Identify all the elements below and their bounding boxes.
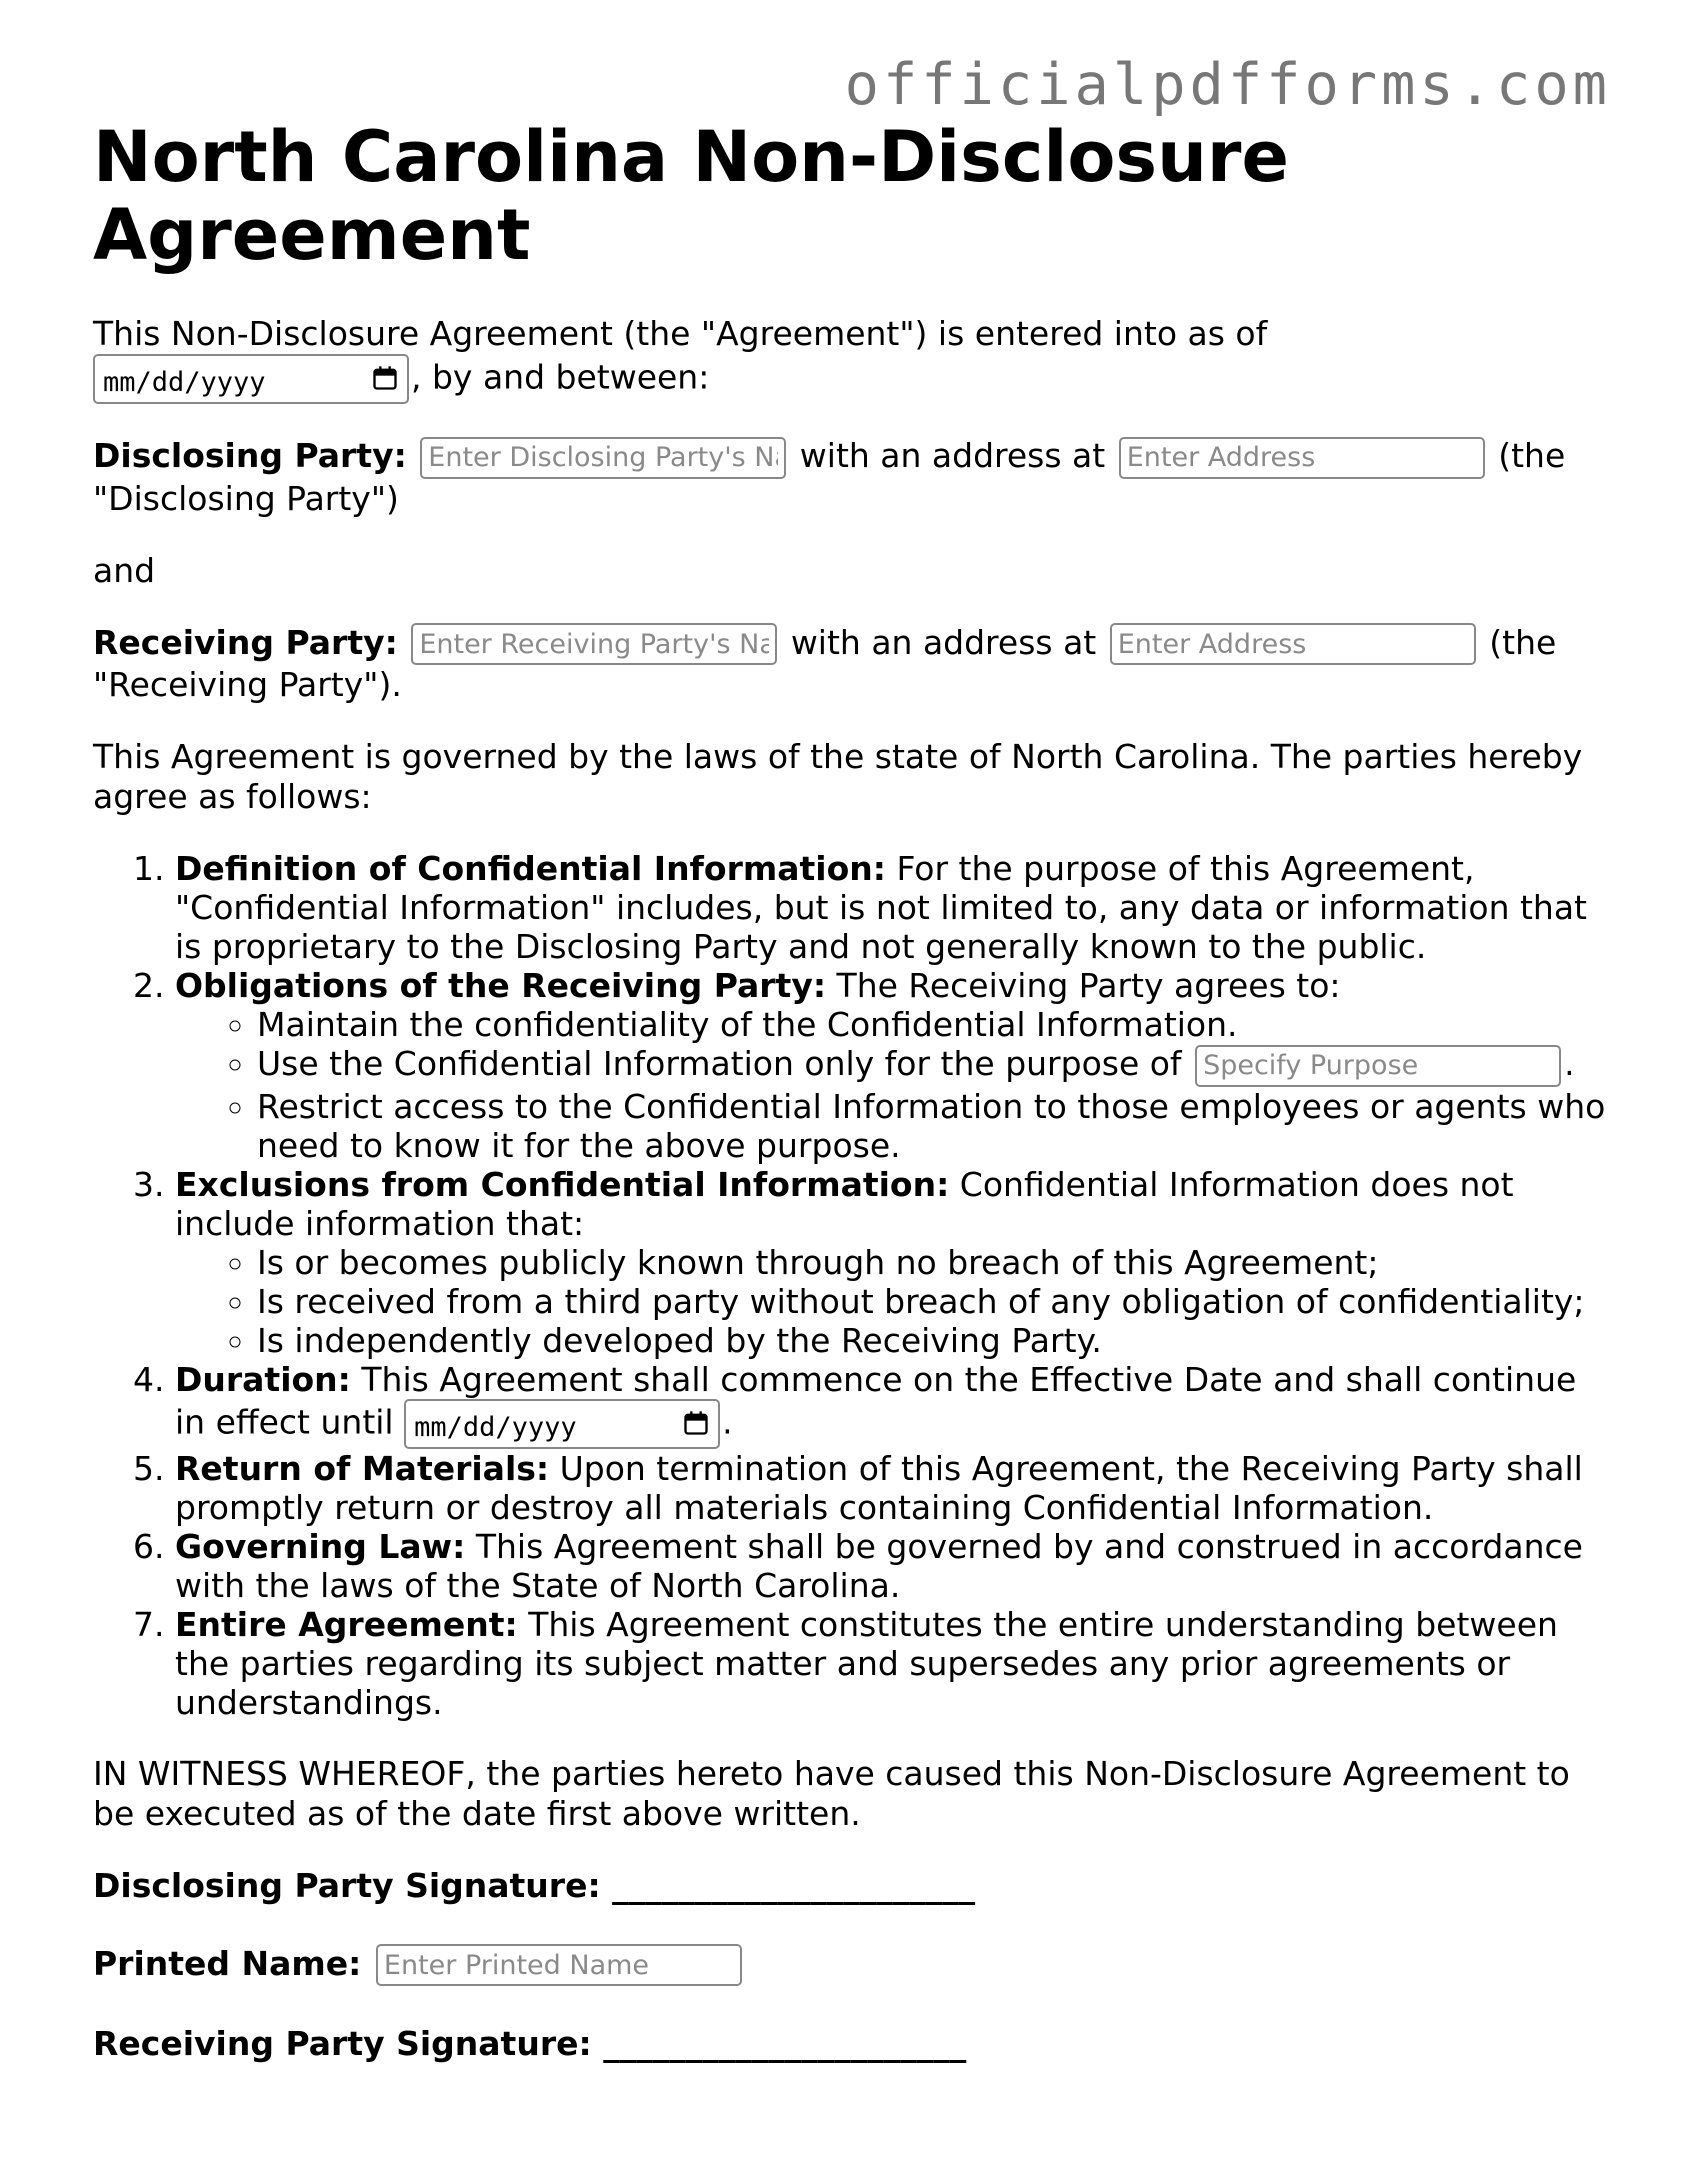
disclosing-party-name-input[interactable] <box>420 437 786 479</box>
disclosing-address-input[interactable] <box>1119 437 1485 479</box>
witness-paragraph: IN WITNESS WHEREOF, the parties hereto have caused this Non-Disclosure Agreement to be executed as of the date first above written. <box>93 1753 1570 1833</box>
list-item: ◦ Restrict access to the Confidential Information to those employees or agents who need to know it for the above purpose. <box>257 1087 1613 1165</box>
disclosing-signature-line[interactable]: ______________________ <box>612 1865 976 1905</box>
watermark: officialpdfforms.com <box>844 52 1611 118</box>
clause-title: Obligations of the Receiving Party: <box>175 966 827 1005</box>
clause-title: Duration: <box>175 1359 351 1399</box>
clause-6 <box>175 1527 1613 1605</box>
end-date-placeholder: mm/dd/yyyy <box>414 1411 577 1443</box>
intro-text: This Non-Disclosure Agreement (the "Agreement") is entered into as of <box>93 314 1268 353</box>
clause-title: Return of Materials: <box>175 1448 550 1488</box>
exclusions-list <box>175 1243 1613 1360</box>
disclosing-signature-row <box>93 1866 1613 1906</box>
clause-5 <box>175 1449 1613 1527</box>
end-date-input[interactable] <box>404 1399 720 1449</box>
disclosing-party-label: Disclosing Party: <box>93 436 407 475</box>
effective-date-placeholder: mm/dd/yyyy <box>103 367 266 398</box>
clause-title: Definition of Confidential Information: <box>175 849 886 888</box>
receiving-party-paragraph <box>93 623 1613 706</box>
clause-title: Entire Agreement: <box>175 1604 518 1644</box>
clause-3 <box>175 1165 1613 1360</box>
obligations-list <box>175 1005 1613 1165</box>
clause-1 <box>175 849 1613 966</box>
clause-7 <box>175 1605 1613 1722</box>
page-title: North Carolina Non-Disclosure Agreement <box>93 116 1289 276</box>
clause-end: . <box>722 1402 733 1441</box>
disclosing-suffix: (the "Disclosing Party") <box>93 436 1566 518</box>
intro-after: , by and between: <box>411 357 710 397</box>
governing-intro: This Agreement is governed by the laws of the state of North Carolina. The parties hereby agree as follows: <box>93 737 1583 816</box>
printed-name-label: Printed Name: <box>93 1943 362 1983</box>
calendar-icon[interactable] <box>371 364 399 392</box>
clause-text: Upon termination of this Agreement, the Receiving Party shall promptly return or destroy all materials containing Confidential Information. <box>175 1448 1583 1527</box>
list-item: ◦ Is or becomes publicly known through no breach of this Agreement; <box>257 1243 1613 1282</box>
list-item: ◦ Is independently developed by the Receiving Party. <box>257 1321 1613 1360</box>
receiving-address-text: with an address at <box>790 622 1097 662</box>
clause-text: This Agreement shall commence on the Effective Date and shall continue in effect until <box>175 1359 1577 1441</box>
clause-text: For the purpose of this Agreement, "Confidential Information" includes, but is not limited to, any data or information that is proprietary to the Disclosing Party and not generally known to the public. <box>175 849 1587 966</box>
list-item <box>257 1044 1613 1087</box>
list-item: ◦ Is received from a third party without breach of any obligation of confidentiality; <box>257 1282 1613 1321</box>
clause-title: Governing Law: <box>175 1526 466 1566</box>
printed-name-row <box>93 1944 1613 1987</box>
and-text: and <box>93 550 156 590</box>
clause-4 <box>175 1360 1613 1449</box>
effective-date-input[interactable] <box>93 354 409 404</box>
document-body <box>93 118 1613 2102</box>
list-item: ◦ Maintain the confidentiality of the Confidential Information. <box>257 1005 1613 1044</box>
clauses-list <box>93 849 1613 1722</box>
clause-text: The Receiving Party agrees to: <box>836 966 1341 1005</box>
clause-title: Exclusions from Confidential Information: <box>175 1164 950 1204</box>
purpose-input[interactable] <box>1195 1045 1561 1087</box>
receiving-signature-label: Receiving Party Signature: <box>93 2024 592 2063</box>
receiving-signature-row <box>93 2024 1613 2064</box>
printed-name-input[interactable] <box>376 1944 742 1986</box>
clause-2 <box>175 966 1613 1165</box>
calendar-icon[interactable] <box>682 1409 710 1437</box>
clause-text: Confidential Information does not include information that: <box>175 1164 1514 1243</box>
clause-text: This Agreement shall be governed by and construed in accordance with the laws of the State of North Carolina. <box>175 1526 1583 1605</box>
receiving-party-label: Receiving Party: <box>93 622 398 662</box>
receiving-address-input[interactable] <box>1110 623 1476 665</box>
disclosing-signature-label: Disclosing Party Signature: <box>93 1865 601 1905</box>
intro-paragraph <box>93 314 1613 404</box>
receiving-suffix: (the "Receiving Party"). <box>93 622 1557 704</box>
disclosing-party-paragraph <box>93 436 1613 519</box>
purpose-text: Use the Confidential Information only for the purpose of <box>257 1044 1182 1083</box>
disclosing-address-text: with an address at <box>799 436 1106 475</box>
receiving-signature-line[interactable]: ______________________ <box>603 2024 967 2063</box>
purpose-end: . <box>1564 1044 1575 1083</box>
clause-text: This Agreement constitutes the entire understanding between the parties regarding its subject matter and supersedes any prior agreements or understandings. <box>175 1604 1558 1722</box>
receiving-party-name-input[interactable] <box>411 623 777 665</box>
